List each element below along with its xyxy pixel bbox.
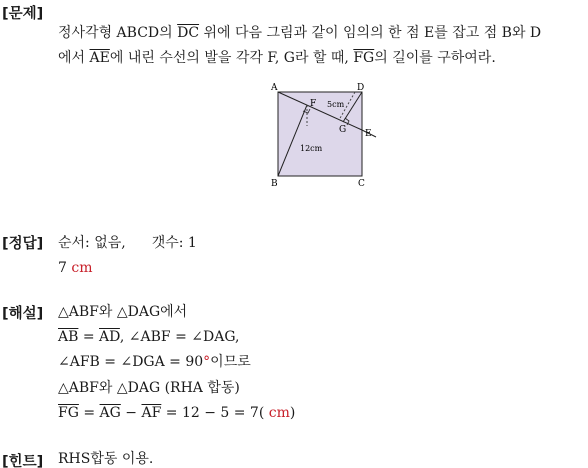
answer-value: 7 cm [58, 260, 93, 276]
length-dg: 5cm [327, 100, 345, 109]
solution-line-1: △ABF와 △DAG에서 [58, 304, 188, 320]
hint-label: [힌트] [2, 454, 44, 468]
solution-line-2: $\overline{AB} = \overline{AD}$, ∠ABF = ∠DAG, [58, 329, 240, 345]
problem-label: [문제] [2, 6, 44, 22]
problem-line-2: 에서 $\overline{AE}$에 내린 수선의 발을 각각 F, G라 할 때, $\overline{FG}$의 길이를 구하여라. [58, 50, 496, 66]
point-g: G [339, 125, 347, 135]
point-d: D [357, 83, 365, 93]
solution-line-3: ∠AFB = ∠DGA = 90°이므로 [58, 354, 251, 370]
solution-line-5: $\overline{FG} = \overline{AG} - \overline{AF} = 12 - 5 = 7$( cm) [58, 405, 296, 421]
square-abcd [278, 92, 362, 176]
length-bf: 12cm [300, 144, 323, 153]
solution-line-4: △ABF와 △DAG (RHA 합동) [58, 380, 240, 396]
point-f: F [310, 99, 317, 109]
hint-text: RHS합동 이용. [58, 451, 154, 467]
point-e: E [365, 129, 372, 139]
solution-label: [해설] [2, 306, 44, 322]
segment-dc: $\overline{DC}$ [177, 25, 200, 41]
point-b: B [271, 179, 278, 189]
segment-ae: $\overline{AE}$ [89, 50, 110, 66]
segment-fg: $\overline{FG}$ [353, 50, 375, 66]
problem-line-1: 정사각형 ABCD의 $\overline{DC}$ 위에 다음 그림과 같이 임의의 한 점 E를 잡고 점 B와 D [58, 25, 542, 41]
point-a: A [271, 83, 278, 93]
answer-meta-line: 순서: 없음, 갯수: 1 [58, 235, 197, 251]
answer-label: [정답] [2, 236, 44, 252]
point-c: C [358, 179, 365, 189]
